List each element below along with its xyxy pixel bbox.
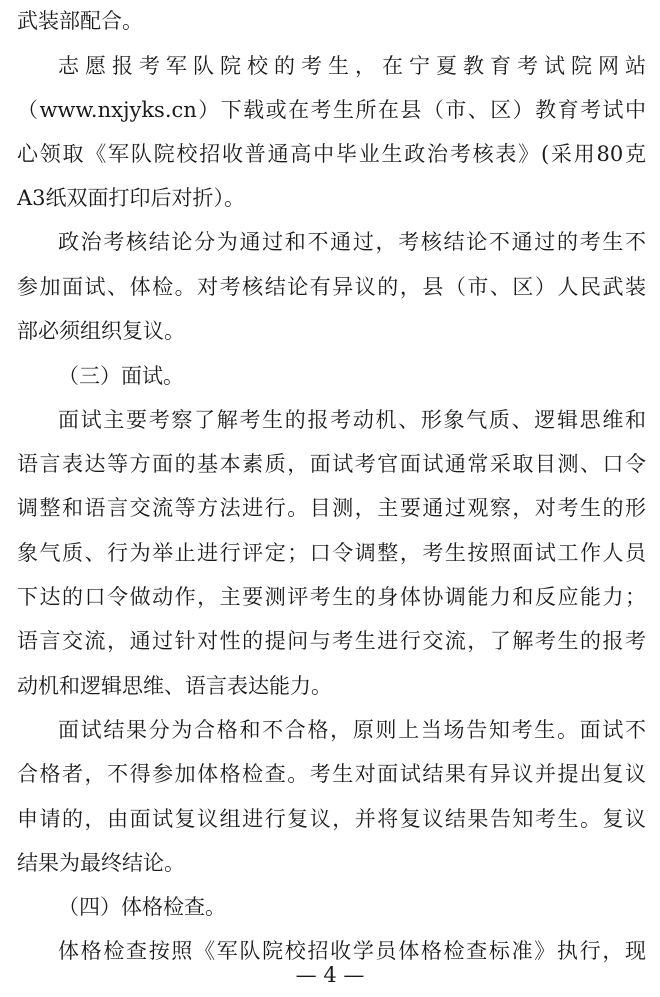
text-line: 结果为最终结论。 [17, 851, 185, 875]
text-line: A3纸双面打印后对折）。 [17, 186, 246, 210]
text-line: 面试主要考察了解考生的报考动机、形象气质、逻辑思维和 [58, 408, 646, 432]
text-line: 象气质、行为举止进行评定；口令调整，考生按照面试工作人员 [17, 541, 646, 565]
text-line: 申请的，由面试复议组进行复议，并将复议结果告知考生。复议 [17, 807, 646, 831]
section-heading: （四）体格检查。 [58, 895, 226, 919]
text-line: 下达的口令做动作，主要测评考生的身体协调能力和反应能力； [17, 585, 646, 609]
text-line: （www.nxjyks.cn）下载或在考生所在县（市、区）教育考试中 [17, 98, 646, 122]
text-line: 面试结果分为合格和不合格，原则上当场告知考生。面试不 [58, 718, 646, 742]
text-line: 语言交流，通过针对性的提问与考生进行交流，了解考生的报考 [17, 629, 646, 653]
text-line: 参加面试、体检。对考核结论有异议的，县（市、区）人民武装 [17, 275, 646, 299]
section-heading: （三）面试。 [58, 364, 184, 388]
text-line: 政治考核结论分为通过和不通过，考核结论不通过的考生不 [58, 230, 646, 254]
text-line: 心领取《军队院校招收普通高中毕业生政治考核表》(采用80克 [17, 142, 646, 166]
text-line: 动机和逻辑思维、语言表达能力。 [17, 674, 332, 698]
text-line: 武装部配合。 [17, 9, 143, 33]
text-line: 调整和语言交流等方法进行。目测，主要通过观察，对考生的形 [17, 496, 646, 520]
text-line: 体格检查按照《军队院校招收学员体格检查标准》执行，现 [58, 939, 646, 963]
text-line: 语言表达等方面的基本素质，面试考官面试通常采取目测、口令 [17, 452, 646, 476]
text-line: 部必须组织复议。 [17, 319, 185, 343]
page-number: — 4 — [295, 963, 365, 987]
text-line: 合格者，不得参加体格检查。考生对面试结果有异议并提出复议 [17, 762, 646, 786]
text-line: 志愿报考军队院校的考生，在宁夏教育考试院网站 [58, 54, 646, 78]
